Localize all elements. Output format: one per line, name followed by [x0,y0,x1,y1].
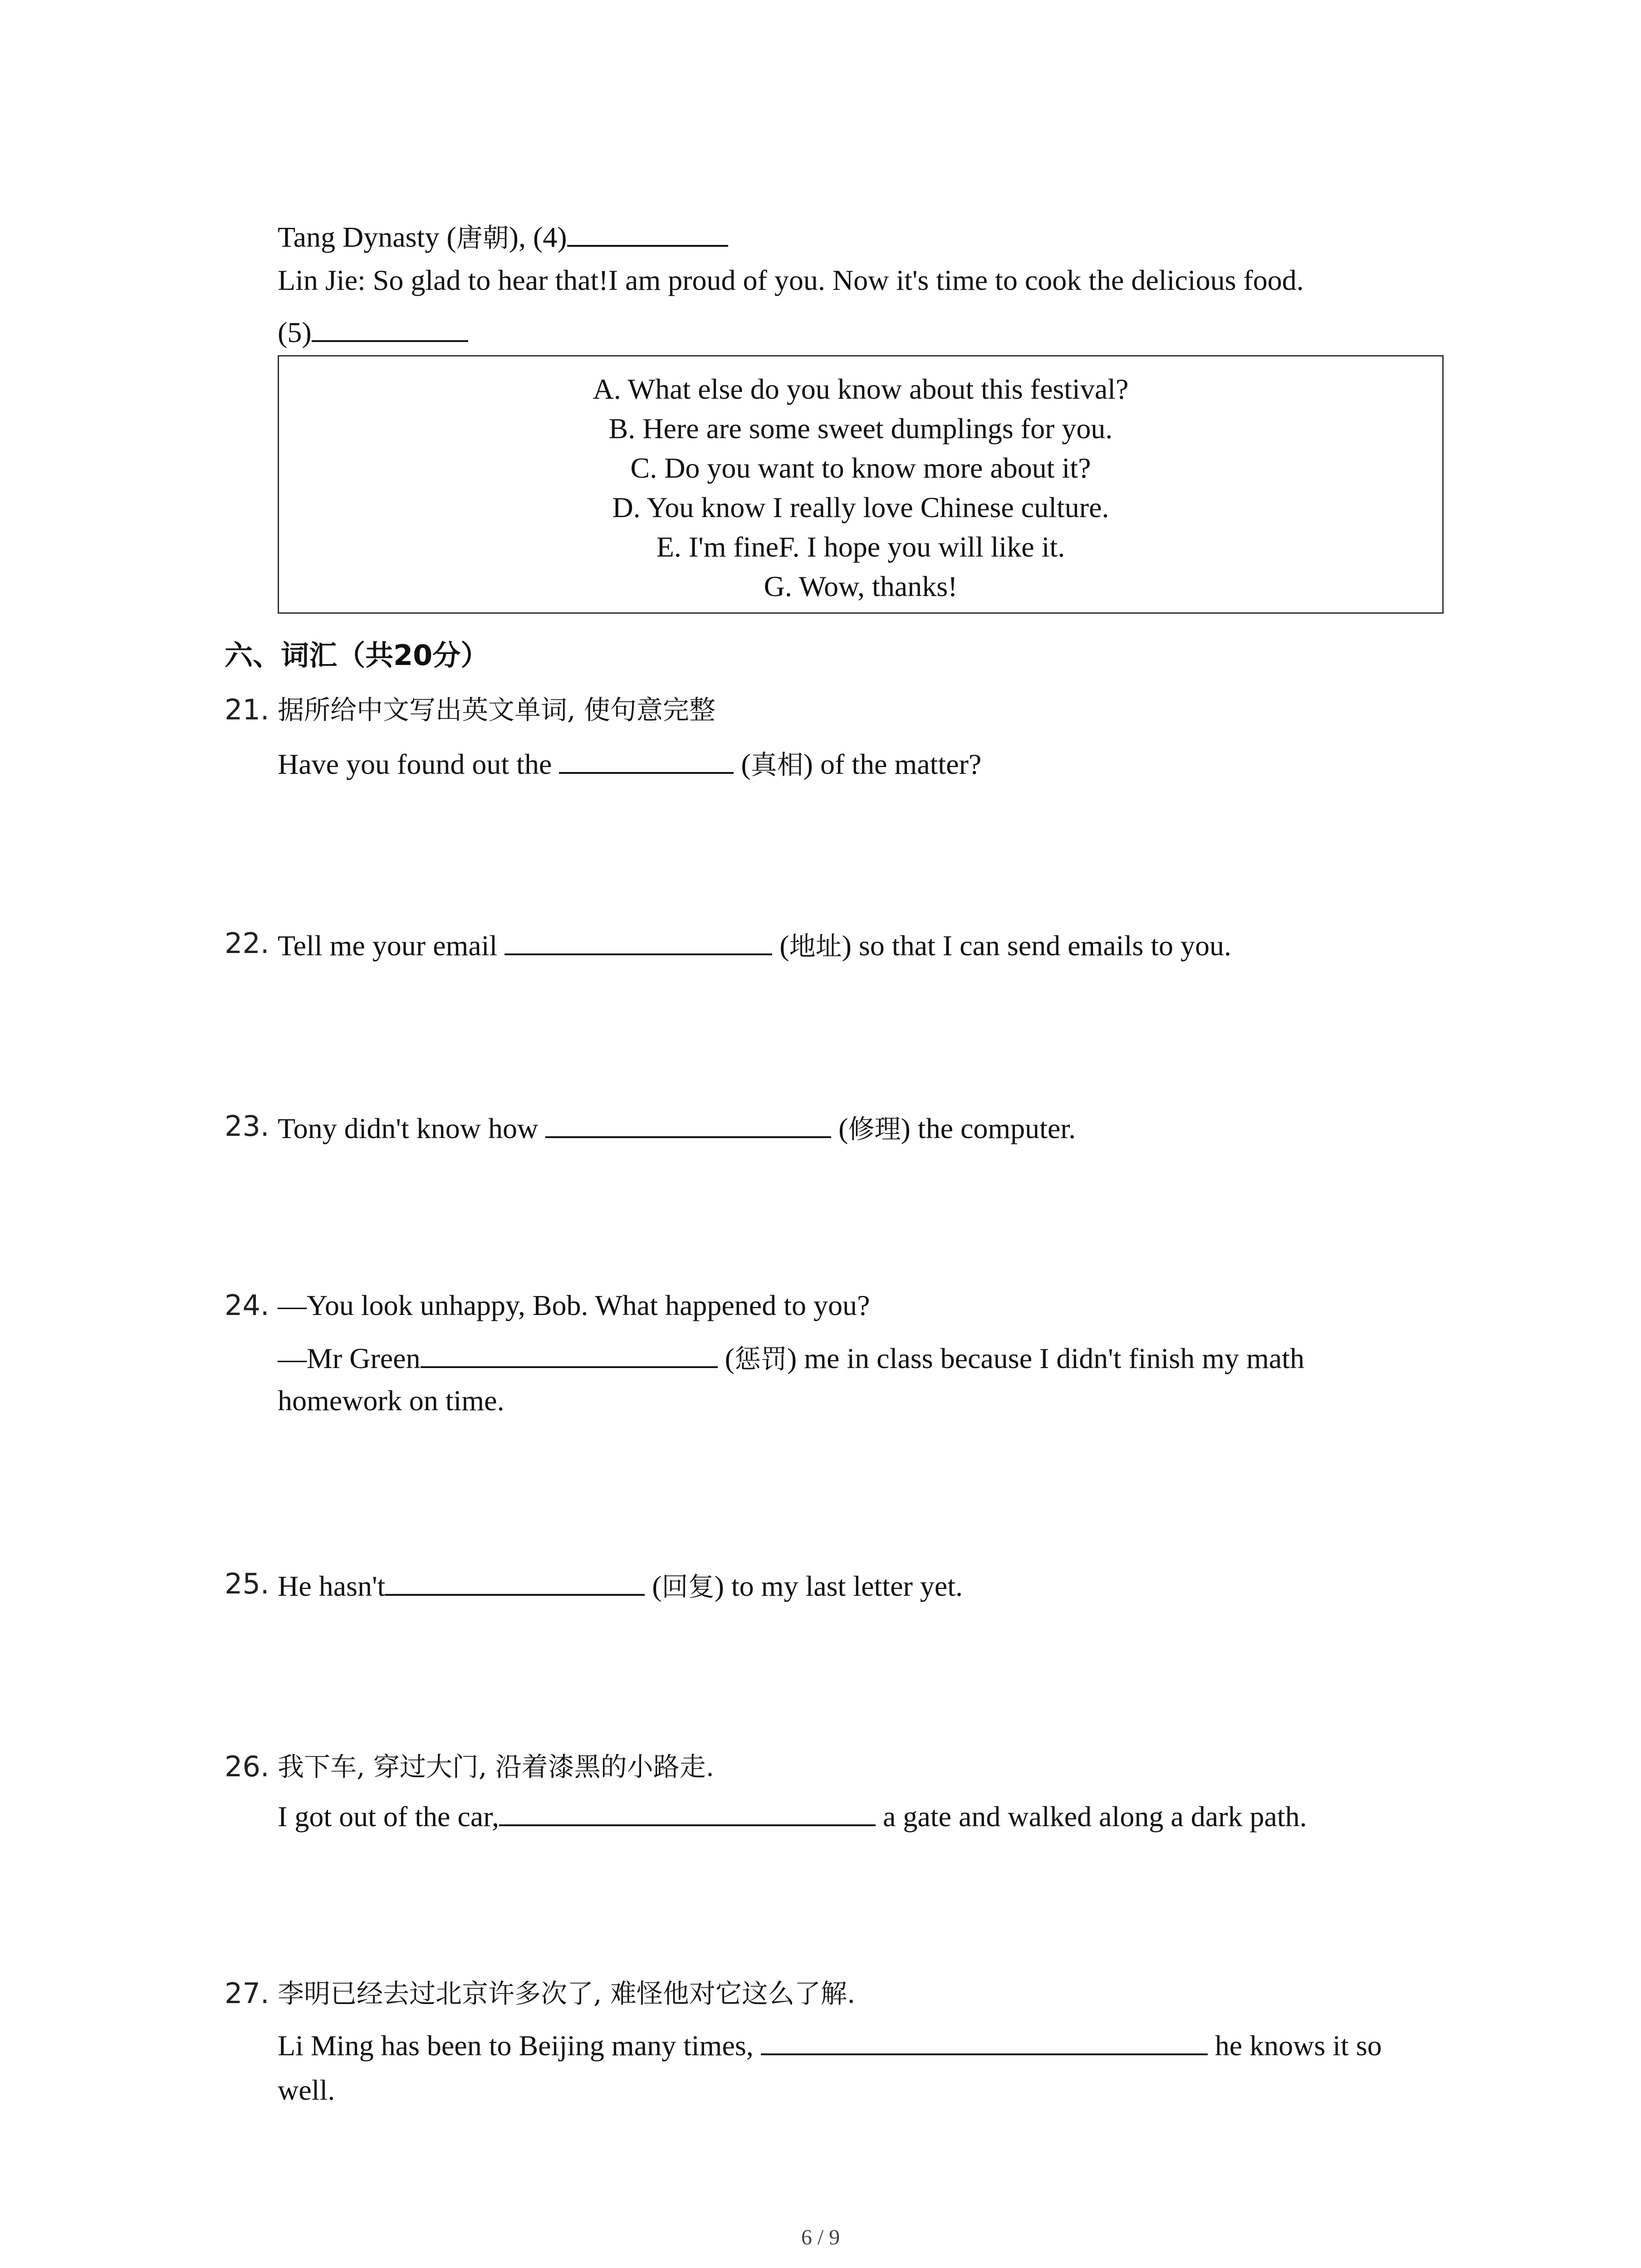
q23-blank[interactable] [545,1108,831,1138]
q23-text: Tony didn't know how [278,1112,546,1144]
question-number: 22. [225,927,269,960]
q26-text-end: a gate and walked along a dark path. [875,1800,1307,1833]
dialogue-text: ), (4) [509,221,567,253]
q24-line-3: homework on time. [278,1384,505,1417]
q22-text: Tell me your email [278,929,505,962]
question-number: 21. [225,693,269,726]
q21-text: Have you found out the [278,748,559,780]
q22-sentence [278,925,1231,964]
question-number: 24. [225,1289,269,1322]
q22-hint: 地址 [789,931,842,962]
q24-line-1: —You look unhappy, Bob. What happened to you? [278,1289,870,1321]
dialogue-text: (5) [278,316,312,348]
option-a: A. What else do you know about this festival? [593,373,1129,405]
q25-hint: 回复 [661,1571,715,1602]
q27-chinese: 李明已经去过北京许多次了, 难怪他对它这么了解. [278,1978,856,2009]
q24-paren: ( [717,1342,735,1374]
q26-sentence [278,1796,1307,1835]
blank-4[interactable] [567,217,728,247]
q22-paren: ( [772,929,789,962]
q27-text: Li Ming has been to Beijing many times, [278,2029,761,2062]
q21-sentence [278,744,981,783]
q27-text-end: he knows it so [1207,2029,1382,2062]
q24-text: —Mr Green [278,1342,421,1374]
q24-text-end: ) me in class because I didn't finish my math [787,1342,1305,1374]
question-number: 23. [225,1110,269,1143]
q27-sentence [278,2025,1382,2064]
options-box [278,355,1444,614]
option-c: C. Do you want to know more about it? [630,452,1091,484]
question-number: 27. [225,1977,269,2010]
q25-paren: ( [645,1570,662,1602]
option-d: D. You know I really love Chinese culture. [612,491,1109,523]
dialogue-line-lin-jie: Lin Jie: So glad to hear that!I am proud of you. Now it's time to cook the delicious food. [278,264,1304,296]
q21-instruction: 据所给中文写出英文单词, 使句意完整 [278,694,715,725]
q24-hint: 惩罚 [734,1344,787,1374]
section-title: 六、词汇（共20分） [225,639,489,672]
options-list [279,357,1442,606]
q24-blank[interactable] [421,1338,718,1368]
q25-text-end: ) to my last letter yet. [714,1570,963,1602]
option-b: B. Here are some sweet dumplings for you. [608,412,1113,445]
dialogue-line-5 [278,312,468,351]
q25-sentence [278,1566,963,1605]
q22-text-end: ) so that I can send emails to you. [842,929,1232,962]
q21-text-end: ) of the matter? [803,748,982,780]
q25-text: He hasn't [278,1570,386,1602]
option-e-f: E. I'm fineF. I hope you will like it. [656,531,1065,563]
q23-hint: 修理 [848,1114,901,1144]
q26-text: I got out of the car, [278,1800,499,1833]
blank-5[interactable] [312,312,468,342]
q23-text-end: ) the computer. [901,1112,1076,1144]
q21-blank[interactable] [559,744,734,774]
question-number: 26. [225,1750,269,1783]
q23-sentence [278,1108,1076,1147]
dialogue-text: Tang Dynasty ( [278,221,456,253]
q26-blank[interactable] [499,1796,876,1826]
q26-chinese: 我下车, 穿过大门, 沿着漆黑的小路走. [278,1751,715,1782]
dialogue-chinese: 唐朝 [456,222,509,253]
option-g: G. Wow, thanks! [764,570,958,602]
q21-paren: ( [734,748,751,780]
dialogue-line-4 [278,217,728,256]
q22-blank[interactable] [505,925,772,955]
q27-blank[interactable] [761,2025,1208,2055]
question-number: 25. [225,1567,269,1600]
q27-line-3: well. [278,2074,335,2106]
q21-hint: 真相 [750,749,803,780]
q23-paren: ( [831,1112,848,1144]
q24-sentence [278,1338,1304,1377]
q25-blank[interactable] [385,1566,645,1596]
page-number: 6 / 9 [801,2225,840,2249]
